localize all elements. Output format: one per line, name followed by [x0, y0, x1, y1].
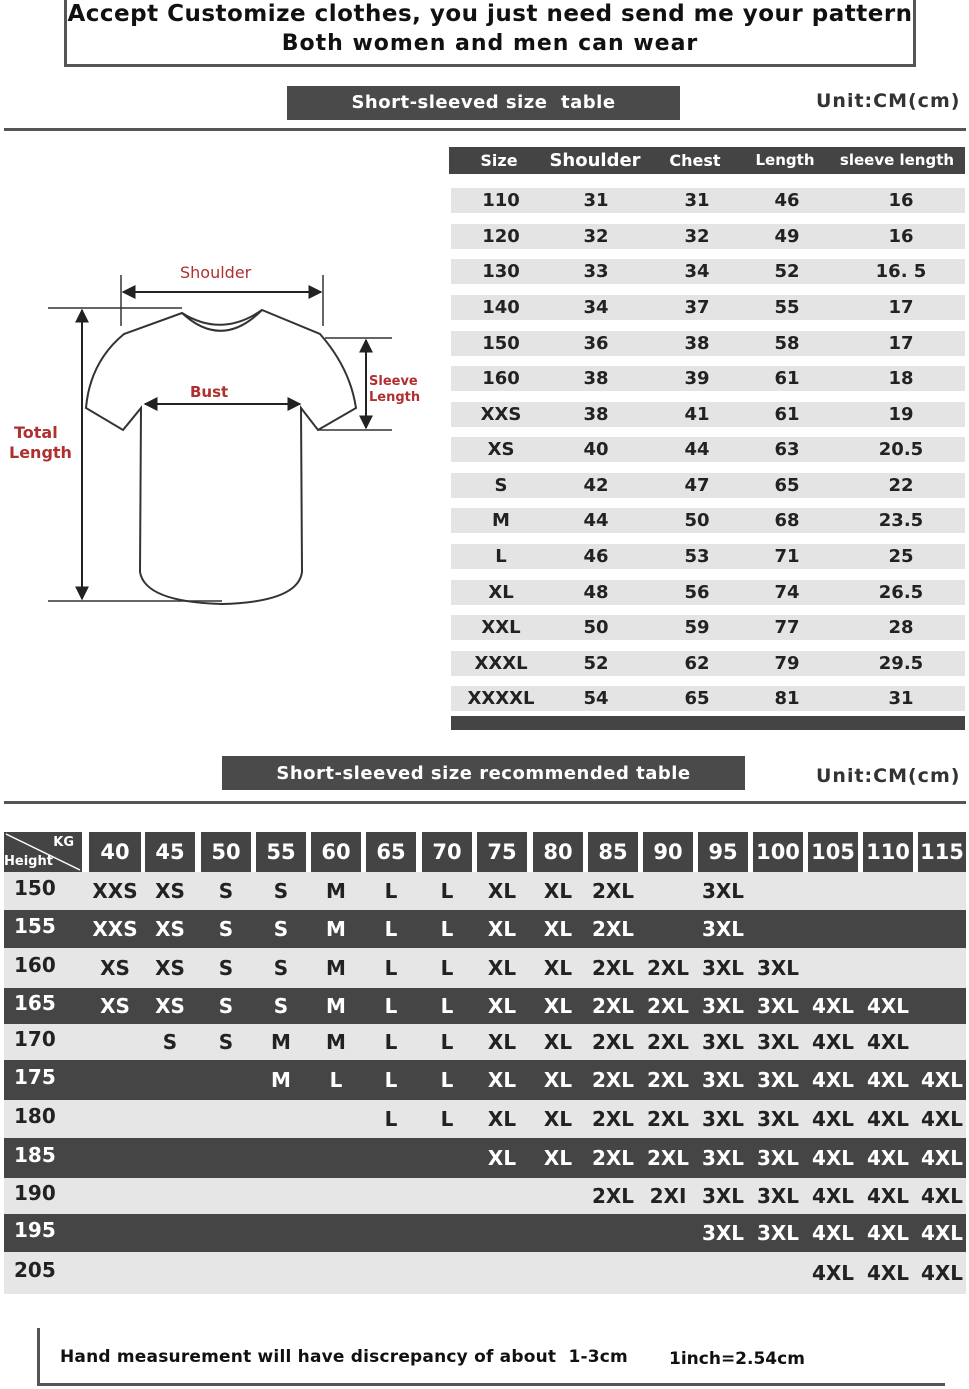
height-cell: 180: [14, 1104, 56, 1128]
size-cell: 2XL: [591, 1030, 635, 1054]
table-row: [451, 331, 965, 356]
cell-length: 74: [774, 582, 800, 603]
cell-length: 63: [774, 439, 800, 460]
height-cell: 175: [14, 1065, 56, 1089]
table-row: [4, 910, 966, 948]
height-cell: 150: [14, 876, 56, 900]
size-cell: S: [273, 917, 289, 941]
size-cell: L: [384, 956, 398, 980]
size-cell: 3XL: [756, 1068, 800, 1092]
weight-header-cell: 40: [89, 832, 141, 872]
total-length-label-1: Total: [14, 423, 58, 442]
table-row: [451, 473, 965, 498]
weight-header-cell: 115: [918, 832, 966, 872]
cell-sleeve-length: 23.5: [878, 510, 924, 531]
height-cell: 155: [14, 914, 56, 938]
size-cell: XS: [155, 917, 185, 941]
cell-shoulder: 50: [583, 617, 609, 638]
size-cell: XL: [543, 1146, 573, 1170]
cell-shoulder: 52: [583, 653, 609, 674]
cell-size: 150: [482, 333, 520, 354]
size-cell: XL: [543, 994, 573, 1018]
size-cell: 3XL: [701, 1030, 745, 1054]
inch-conversion-note: 1inch=2.54cm: [669, 1349, 805, 1369]
size-cell: 4XL: [811, 1261, 855, 1285]
size-cell: S: [273, 956, 289, 980]
size-cell: 2XL: [591, 956, 635, 980]
size-cell: M: [326, 879, 346, 903]
table-row: [4, 1100, 966, 1138]
table-row: [4, 872, 966, 910]
cell-shoulder: 33: [583, 261, 609, 282]
cell-size: 130: [482, 261, 520, 282]
cell-chest: 34: [684, 261, 710, 282]
cell-length: 61: [774, 404, 800, 425]
size-cell: XL: [543, 956, 573, 980]
cell-length: 49: [774, 226, 800, 247]
top-banner: [64, 0, 916, 67]
size-cell: L: [440, 994, 454, 1018]
size-cell: 3XL: [701, 917, 745, 941]
cell-length: 61: [774, 368, 800, 389]
weight-header-cell: 85: [588, 832, 638, 872]
size-cell: L: [384, 1030, 398, 1054]
size-cell: 3XL: [701, 1221, 745, 1245]
size-cell: S: [218, 879, 234, 903]
cell-chest: 31: [684, 190, 710, 211]
size-cell: XXS: [92, 917, 138, 941]
size-cell: L: [384, 917, 398, 941]
height-cell: 195: [14, 1218, 56, 1242]
weight-header-cell: 50: [201, 832, 251, 872]
cell-sleeve-length: 25: [888, 546, 914, 567]
size-cell: 4XL: [811, 1221, 855, 1245]
cell-size: 160: [482, 368, 520, 389]
size-cell: 4XL: [811, 1107, 855, 1131]
header-sleeve-length: sleeve length: [839, 151, 955, 169]
size-cell: 2XI: [649, 1184, 687, 1208]
size-cell: 2XL: [591, 994, 635, 1018]
size-table-footer: [451, 716, 965, 730]
cell-shoulder: 42: [583, 475, 609, 496]
cell-chest: 50: [684, 510, 710, 531]
size-cell: XL: [487, 1146, 517, 1170]
size-cell: L: [440, 1107, 454, 1131]
size-cell: L: [440, 956, 454, 980]
size-cell: 4XL: [811, 1146, 855, 1170]
size-cell: S: [218, 917, 234, 941]
cell-length: 68: [774, 510, 800, 531]
cell-length: 58: [774, 333, 800, 354]
size-cell: 4XL: [811, 1184, 855, 1208]
size-cell: 4XL: [920, 1221, 964, 1245]
size-cell: 4XL: [866, 1030, 910, 1054]
table-row: [4, 1214, 966, 1252]
size-cell: 3XL: [701, 1184, 745, 1208]
cell-size: S: [494, 475, 508, 496]
size-cell: 4XL: [866, 994, 910, 1018]
size-cell: 4XL: [811, 994, 855, 1018]
banner-line-1: Accept Customize clothes, you just need send me your pattern: [67, 1, 913, 27]
cell-shoulder: 32: [583, 226, 609, 247]
weight-header-cell: 110: [863, 832, 913, 872]
corner-kg-label: KG: [53, 835, 74, 850]
size-cell: M: [326, 917, 346, 941]
cell-chest: 38: [684, 333, 710, 354]
size-cell: L: [384, 879, 398, 903]
table-row: [451, 188, 965, 213]
divider-2: [4, 801, 966, 804]
size-cell: M: [271, 1068, 291, 1092]
cell-chest: 44: [684, 439, 710, 460]
table-row: [4, 948, 966, 988]
size-cell: XS: [100, 956, 130, 980]
cell-shoulder: 48: [583, 582, 609, 603]
header-size: Size: [480, 151, 518, 170]
cell-size: L: [495, 546, 507, 567]
cell-size: M: [492, 510, 510, 531]
size-cell: 2XL: [591, 1068, 635, 1092]
cell-sleeve-length: 19: [888, 404, 914, 425]
bust-label: Bust: [190, 383, 229, 401]
size-cell: 2XL: [646, 1107, 690, 1131]
size-cell: 3XL: [756, 994, 800, 1018]
size-cell: 4XL: [866, 1068, 910, 1092]
cell-size: XXL: [481, 617, 521, 638]
size-cell: XL: [543, 1068, 573, 1092]
table-row: [4, 1178, 966, 1214]
cell-length: 77: [774, 617, 800, 638]
cell-shoulder: 44: [583, 510, 609, 531]
weight-header-cell: 100: [753, 832, 803, 872]
tshirt-diagram: [0, 250, 440, 620]
size-table-header: [449, 147, 965, 174]
size-cell: 4XL: [811, 1030, 855, 1054]
weight-header-cell: 45: [145, 832, 195, 872]
size-cell: XS: [155, 994, 185, 1018]
size-table-unit: Unit:CM(cm): [816, 90, 961, 112]
size-cell: 4XL: [866, 1146, 910, 1170]
size-cell: 3XL: [701, 879, 745, 903]
size-cell: 2XL: [646, 956, 690, 980]
weight-header-cell: 60: [311, 832, 361, 872]
cell-chest: 37: [684, 297, 710, 318]
table-row: [4, 1060, 966, 1100]
cell-length: 81: [774, 688, 800, 709]
discrepancy-note: Hand measurement will have discrepancy of about 1-3cm: [60, 1347, 628, 1367]
size-cell: S: [218, 956, 234, 980]
size-cell: XL: [487, 1068, 517, 1092]
cell-sleeve-length: 22: [888, 475, 914, 496]
cell-sleeve-length: 26.5: [878, 582, 924, 603]
size-cell: XL: [543, 1030, 573, 1054]
size-cell: M: [271, 1030, 291, 1054]
cell-sleeve-length: 16. 5: [875, 261, 927, 282]
size-cell: 2XL: [591, 1184, 635, 1208]
cell-size: 110: [482, 190, 520, 211]
divider-1: [4, 128, 966, 131]
table-row: [451, 366, 965, 391]
cell-length: 52: [774, 261, 800, 282]
table-row: [451, 224, 965, 249]
size-cell: 2XL: [591, 879, 635, 903]
cell-sleeve-length: 28: [888, 617, 914, 638]
height-cell: 165: [14, 991, 56, 1015]
cell-length: 55: [774, 297, 800, 318]
size-cell: 3XL: [756, 1107, 800, 1131]
cell-sleeve-length: 20.5: [878, 439, 924, 460]
size-cell: L: [329, 1068, 343, 1092]
height-cell: 190: [14, 1181, 56, 1205]
cell-chest: 32: [684, 226, 710, 247]
cell-shoulder: 34: [583, 297, 609, 318]
shoulder-label: Shoulder: [180, 263, 252, 282]
weight-header-cell: 105: [808, 832, 858, 872]
size-cell: 3XL: [701, 1068, 745, 1092]
size-cell: M: [326, 1030, 346, 1054]
weight-header-cell: 80: [533, 832, 583, 872]
cell-size: XL: [488, 582, 514, 603]
sleeve-length-label-1: Sleeve: [369, 374, 418, 389]
cell-sleeve-length: 31: [888, 688, 914, 709]
table-row: [451, 651, 965, 676]
cell-sleeve-length: 18: [888, 368, 914, 389]
cell-sleeve-length: 17: [888, 297, 914, 318]
cell-shoulder: 46: [583, 546, 609, 567]
table-row: [4, 1024, 966, 1060]
cell-chest: 56: [684, 582, 710, 603]
cell-shoulder: 38: [583, 368, 609, 389]
cell-chest: 65: [684, 688, 710, 709]
size-cell: XL: [487, 1030, 517, 1054]
size-cell: 4XL: [920, 1068, 964, 1092]
size-cell: XL: [487, 879, 517, 903]
size-cell: 2XL: [646, 1146, 690, 1170]
cell-size: 120: [482, 226, 520, 247]
height-cell: 185: [14, 1143, 56, 1167]
recommend-table-corner: [4, 832, 82, 872]
size-cell: S: [218, 994, 234, 1018]
size-cell: 2XL: [591, 1146, 635, 1170]
size-cell: L: [384, 1068, 398, 1092]
cell-length: 71: [774, 546, 800, 567]
cell-size: XS: [487, 439, 515, 460]
size-cell: L: [440, 879, 454, 903]
size-cell: S: [273, 994, 289, 1018]
size-cell: 3XL: [701, 1107, 745, 1131]
height-cell: 170: [14, 1027, 56, 1051]
size-cell: 2XL: [646, 1030, 690, 1054]
size-cell: 2XL: [591, 917, 635, 941]
size-cell: S: [162, 1030, 178, 1054]
size-cell: XL: [487, 994, 517, 1018]
cell-size: 140: [482, 297, 520, 318]
table-row: [451, 615, 965, 640]
weight-header-cell: 95: [698, 832, 748, 872]
recommend-table-unit: Unit:CM(cm): [816, 765, 961, 787]
size-cell: 4XL: [866, 1221, 910, 1245]
size-cell: 4XL: [866, 1184, 910, 1208]
cell-chest: 53: [684, 546, 710, 567]
weight-header-cell: 75: [477, 832, 527, 872]
size-cell: L: [440, 1030, 454, 1054]
size-cell: L: [384, 1107, 398, 1131]
table-row: [451, 580, 965, 605]
size-cell: 4XL: [920, 1146, 964, 1170]
cell-length: 79: [774, 653, 800, 674]
size-cell: 3XL: [756, 956, 800, 980]
size-cell: XL: [543, 879, 573, 903]
size-cell: 3XL: [756, 1221, 800, 1245]
header-chest: Chest: [669, 151, 721, 170]
size-cell: S: [273, 879, 289, 903]
cell-shoulder: 36: [583, 333, 609, 354]
size-cell: S: [218, 1030, 234, 1054]
size-cell: 3XL: [756, 1184, 800, 1208]
table-row: [451, 686, 965, 711]
cell-size: XXS: [480, 404, 522, 425]
size-cell: 4XL: [920, 1184, 964, 1208]
cell-chest: 41: [684, 404, 710, 425]
size-table-title: Short-sleeved size table: [287, 86, 680, 120]
size-cell: XL: [543, 917, 573, 941]
table-row: [4, 1252, 966, 1294]
cell-shoulder: 40: [583, 439, 609, 460]
cell-sleeve-length: 16: [888, 190, 914, 211]
size-cell: XL: [487, 917, 517, 941]
size-cell: 4XL: [866, 1107, 910, 1131]
table-row: [451, 544, 965, 569]
table-row: [451, 295, 965, 320]
cell-chest: 59: [684, 617, 710, 638]
header-length: Length: [755, 151, 815, 169]
table-row: [451, 437, 965, 462]
table-row: [4, 988, 966, 1024]
size-cell: 3XL: [701, 1146, 745, 1170]
header-shoulder: Shoulder: [549, 150, 641, 171]
size-cell: 4XL: [811, 1068, 855, 1092]
cell-shoulder: 38: [583, 404, 609, 425]
cell-length: 65: [774, 475, 800, 496]
table-row: [451, 402, 965, 427]
cell-chest: 62: [684, 653, 710, 674]
table-row: [451, 508, 965, 533]
cell-chest: 39: [684, 368, 710, 389]
cell-shoulder: 31: [583, 190, 609, 211]
size-cell: 3XL: [701, 956, 745, 980]
sleeve-length-label-2: Length: [369, 390, 421, 405]
size-cell: 4XL: [920, 1107, 964, 1131]
height-cell: 160: [14, 953, 56, 977]
corner-height-label: Height: [4, 854, 53, 869]
size-cell: 2XL: [591, 1107, 635, 1131]
size-cell: XL: [543, 1107, 573, 1131]
cell-size: XXXL: [474, 653, 528, 674]
size-cell: XL: [487, 1107, 517, 1131]
size-cell: 2XL: [646, 1068, 690, 1092]
table-row: [4, 1138, 966, 1178]
cell-shoulder: 54: [583, 688, 609, 709]
cell-chest: 47: [684, 475, 710, 496]
cell-size: XXXXL: [467, 688, 535, 709]
table-row: [451, 259, 965, 284]
weight-header-cell: 65: [366, 832, 416, 872]
cell-length: 46: [774, 190, 800, 211]
banner-line-2: Both women and men can wear: [281, 31, 699, 56]
size-cell: M: [326, 956, 346, 980]
recommend-table-title: Short-sleeved size recommended table: [222, 756, 745, 790]
bottom-note: [37, 1328, 945, 1386]
size-cell: L: [440, 1068, 454, 1092]
size-cell: 3XL: [756, 1030, 800, 1054]
cell-sleeve-length: 29.5: [878, 653, 924, 674]
cell-sleeve-length: 17: [888, 333, 914, 354]
total-length-label-2: Length: [9, 443, 72, 462]
size-cell: 2XL: [646, 994, 690, 1018]
tshirt-outline-icon: [0, 250, 440, 620]
size-cell: XS: [100, 994, 130, 1018]
size-cell: XS: [155, 956, 185, 980]
weight-header-cell: 70: [422, 832, 472, 872]
size-cell: L: [384, 994, 398, 1018]
size-cell: XS: [155, 879, 185, 903]
cell-sleeve-length: 16: [888, 226, 914, 247]
size-cell: 3XL: [701, 994, 745, 1018]
size-cell: XL: [487, 956, 517, 980]
size-cell: 4XL: [920, 1261, 964, 1285]
size-cell: L: [440, 917, 454, 941]
size-cell: XXS: [92, 879, 138, 903]
size-cell: 4XL: [866, 1261, 910, 1285]
height-cell: 205: [14, 1258, 56, 1282]
size-cell: 3XL: [756, 1146, 800, 1170]
size-cell: M: [326, 994, 346, 1018]
weight-header-cell: 90: [643, 832, 693, 872]
weight-header-cell: 55: [256, 832, 306, 872]
